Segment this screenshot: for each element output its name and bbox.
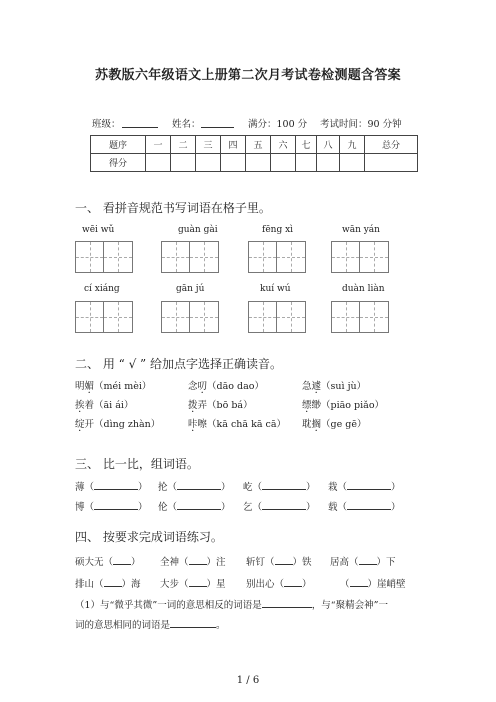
table-cell: 二 bbox=[171, 136, 196, 154]
idiom-item[interactable] bbox=[340, 576, 406, 590]
idiom-text: 大步（ bbox=[160, 579, 189, 590]
score-cell[interactable] bbox=[317, 154, 340, 172]
name-label: 姓名： bbox=[172, 119, 201, 130]
answer-blank[interactable] bbox=[350, 586, 368, 587]
dotted-char: 挨 bbox=[75, 400, 85, 411]
idiom-text: ） bbox=[131, 557, 141, 568]
writing-grid[interactable] bbox=[161, 301, 219, 333]
reading-item[interactable] bbox=[75, 397, 133, 411]
score-cell[interactable] bbox=[146, 154, 171, 172]
idiom-text: ）崖峭壁 bbox=[367, 579, 406, 590]
item-options: 嚓（kā chā kā cā） bbox=[197, 419, 287, 430]
question-1 bbox=[75, 597, 388, 611]
score-cell[interactable] bbox=[296, 154, 317, 172]
table-cell: 总分 bbox=[365, 136, 418, 154]
dotted-char: 缥 bbox=[302, 400, 312, 411]
idiom-item[interactable] bbox=[160, 576, 226, 590]
answer-blank[interactable] bbox=[347, 489, 391, 490]
table-row bbox=[91, 136, 418, 154]
item-options: 缈（piāo piǎo） bbox=[311, 400, 385, 411]
compare-item[interactable]: 博（ ） bbox=[75, 502, 148, 513]
document-title: 苏教版六年级语文上册第二次月考试卷检测题含答案 bbox=[95, 68, 401, 83]
answer-blank[interactable] bbox=[262, 509, 306, 510]
item-text: 耽 bbox=[302, 419, 312, 430]
table-cell: 五 bbox=[246, 136, 271, 154]
writing-grid[interactable] bbox=[331, 241, 389, 273]
idiom-text: ）注 bbox=[206, 557, 226, 568]
compare-item[interactable]: 薄（ ） bbox=[75, 482, 148, 493]
table-row bbox=[91, 154, 418, 172]
dotted-char: 搁 bbox=[311, 419, 322, 430]
answer-blank[interactable] bbox=[189, 564, 207, 565]
pinyin-label: fēng xì bbox=[262, 225, 294, 235]
compare-char: 博 bbox=[75, 502, 85, 513]
item-text: 明 bbox=[75, 381, 85, 392]
idiom-text: 排山（ bbox=[75, 579, 104, 590]
answer-blank[interactable] bbox=[177, 489, 221, 490]
idiom-text: ）下 bbox=[376, 557, 396, 568]
item-options: 着（āi ái） bbox=[84, 400, 134, 411]
compare-item[interactable]: 伦（ ） bbox=[158, 502, 231, 513]
idiom-text: 别出心（ bbox=[246, 579, 285, 590]
name-blank[interactable] bbox=[201, 117, 234, 128]
compare-char: 屹 bbox=[243, 482, 253, 493]
idiom-item[interactable] bbox=[246, 554, 312, 568]
score-cell[interactable] bbox=[365, 154, 418, 172]
answer-blank[interactable] bbox=[275, 564, 293, 565]
dotted-char: 绽 bbox=[75, 419, 85, 430]
question-text: 。 bbox=[216, 620, 226, 631]
writing-grid[interactable] bbox=[248, 301, 306, 333]
pinyin-label: wān yán bbox=[342, 225, 380, 235]
reading-item[interactable] bbox=[302, 416, 366, 430]
compare-char: 薄 bbox=[75, 482, 85, 493]
reading-item[interactable] bbox=[302, 378, 366, 392]
idiom-text: ）铁 bbox=[292, 557, 312, 568]
table-cell: 七 bbox=[296, 136, 317, 154]
table-cell: 六 bbox=[271, 136, 296, 154]
question-1-cont bbox=[75, 617, 226, 631]
question-text: 词的意思相同的词语是 bbox=[75, 620, 171, 631]
score-cell[interactable] bbox=[246, 154, 271, 172]
compare-char: 抡 bbox=[158, 482, 168, 493]
item-options: （ge gē） bbox=[321, 419, 367, 430]
reading-item[interactable] bbox=[188, 416, 286, 430]
writing-grid[interactable] bbox=[75, 241, 133, 273]
answer-blank[interactable] bbox=[189, 586, 207, 587]
answer-blank[interactable] bbox=[262, 489, 306, 490]
writing-grid[interactable] bbox=[331, 301, 389, 333]
reading-item[interactable] bbox=[75, 378, 151, 392]
compare-item[interactable]: 载（ ） bbox=[328, 502, 401, 513]
reading-item[interactable] bbox=[188, 397, 253, 411]
pinyin-label: guàn gài bbox=[178, 225, 218, 235]
writing-grid[interactable] bbox=[75, 301, 133, 333]
table-cell: 题序 bbox=[91, 136, 146, 154]
score-cell[interactable] bbox=[271, 154, 296, 172]
class-label: 班级： bbox=[92, 119, 121, 130]
pinyin-label: gān jú bbox=[176, 284, 205, 294]
idiom-text: 居高（ bbox=[330, 557, 359, 568]
dotted-char: 叨 bbox=[197, 381, 208, 392]
idiom-text: 硕大无（ bbox=[75, 557, 114, 568]
section-4-title: 四、 按要求完成词语练习。 bbox=[75, 530, 223, 544]
table-cell: 得分 bbox=[91, 154, 146, 172]
answer-blank[interactable] bbox=[262, 607, 312, 608]
full-score: 满分：100 分 bbox=[248, 119, 308, 130]
reading-item[interactable] bbox=[188, 378, 264, 392]
writing-grid[interactable] bbox=[161, 241, 219, 273]
section-3-title: 三、 比一比，组词语。 bbox=[75, 457, 199, 471]
pinyin-label: kuí wú bbox=[260, 284, 291, 294]
idiom-text: 斩钉（ bbox=[246, 557, 275, 568]
class-blank[interactable] bbox=[122, 117, 158, 128]
answer-blank[interactable] bbox=[170, 627, 216, 628]
score-cell[interactable] bbox=[221, 154, 246, 172]
table-cell: 四 bbox=[221, 136, 246, 154]
dotted-char: 遽 bbox=[311, 381, 322, 392]
compare-char: 伦 bbox=[158, 502, 168, 513]
item-options: （dāo dao） bbox=[207, 381, 264, 392]
question-text: ，与“聚精会神”一 bbox=[311, 600, 388, 611]
compare-item[interactable]: 乞（ ） bbox=[243, 502, 316, 513]
dotted-char: 媚 bbox=[84, 381, 95, 392]
item-options: 开（dìng zhàn） bbox=[84, 419, 161, 430]
answer-blank[interactable] bbox=[347, 509, 391, 510]
idiom-item[interactable] bbox=[330, 554, 396, 568]
table-cell: 一 bbox=[146, 136, 171, 154]
writing-grid[interactable] bbox=[248, 241, 306, 273]
exam-time: 考试时间：90 分钟 bbox=[320, 119, 402, 130]
answer-blank[interactable] bbox=[113, 564, 131, 565]
dotted-char: 咔 bbox=[188, 419, 198, 430]
answer-blank[interactable] bbox=[359, 564, 377, 565]
item-options: （méi mèi） bbox=[94, 381, 152, 392]
compare-item[interactable]: 栽（ ） bbox=[328, 482, 401, 493]
idiom-item[interactable] bbox=[75, 554, 141, 568]
pinyin-label: wēi wǔ bbox=[82, 225, 115, 235]
idiom-item[interactable] bbox=[246, 576, 312, 590]
item-options: （suì jù） bbox=[321, 381, 367, 392]
dotted-char: 拨 bbox=[188, 400, 198, 411]
compare-char: 载 bbox=[328, 502, 338, 513]
idiom-text: ） bbox=[302, 579, 312, 590]
item-text: 急 bbox=[302, 381, 312, 392]
pinyin-label: cí xiáng bbox=[84, 284, 120, 294]
answer-blank[interactable] bbox=[177, 509, 221, 510]
compare-item[interactable]: 抡（ ） bbox=[158, 482, 231, 493]
answer-blank[interactable] bbox=[94, 489, 138, 490]
reading-item[interactable] bbox=[302, 397, 384, 411]
idiom-text: （ bbox=[340, 579, 350, 590]
page-number: 1 / 6 bbox=[236, 675, 260, 686]
table-cell: 八 bbox=[317, 136, 340, 154]
answer-blank[interactable] bbox=[104, 586, 122, 587]
idiom-text: 全神（ bbox=[160, 557, 189, 568]
item-options: 弄（bō bá） bbox=[197, 400, 253, 411]
question-text: （1）与“微乎其微”一词的意思相反的词语是 bbox=[75, 600, 262, 611]
score-table bbox=[90, 135, 418, 172]
score-cell[interactable] bbox=[196, 154, 221, 172]
answer-blank[interactable] bbox=[284, 586, 302, 587]
score-cell[interactable] bbox=[171, 154, 196, 172]
idiom-text: ）海 bbox=[121, 579, 141, 590]
reading-item[interactable] bbox=[75, 416, 160, 430]
section-1-title: 一、 看拼音规范书写词语在格子里。 bbox=[75, 201, 271, 215]
compare-char: 栽 bbox=[328, 482, 338, 493]
section-2-title: 二、 用 “ √ ” 给加点字选择正确读音。 bbox=[75, 357, 282, 371]
idiom-item[interactable] bbox=[160, 554, 226, 568]
table-cell: 三 bbox=[196, 136, 221, 154]
compare-item[interactable]: 屹（ ） bbox=[243, 482, 316, 493]
answer-blank[interactable] bbox=[94, 509, 138, 510]
idiom-item[interactable] bbox=[75, 576, 141, 590]
compare-char: 乞 bbox=[243, 502, 253, 513]
table-cell: 九 bbox=[340, 136, 365, 154]
idiom-text: ）星 bbox=[206, 579, 226, 590]
score-cell[interactable] bbox=[340, 154, 365, 172]
item-text: 念 bbox=[188, 381, 198, 392]
pinyin-label: duàn liàn bbox=[342, 284, 385, 294]
